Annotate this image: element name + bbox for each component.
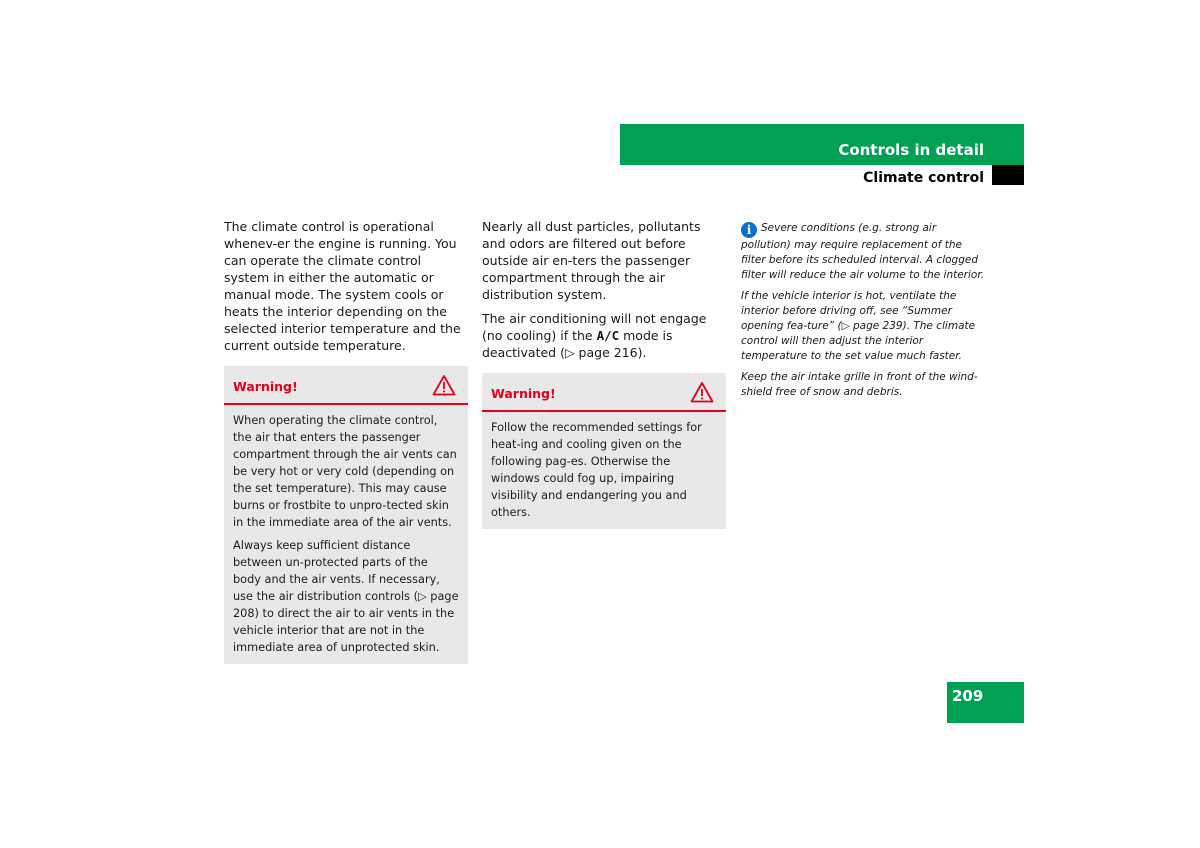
page-number: 209	[952, 687, 984, 705]
info-note: Keep the air intake grille in front of the wind-shield free of snow and debris.	[741, 371, 978, 398]
subsection-header	[620, 165, 1024, 185]
warning-paragraph: Follow the recommended settings for heat-ing and cooling given on the following pag-es. Otherwise the windows could fog up, impairing visibility and endangering you and others.	[491, 421, 702, 519]
warning-paragraph: When operating the climate control, the air that enters the passenger compartment through the air vents can be very hot or very cold (depending on the set temperature). This may cause burns or frostbite to unpro-tected skin in the immediate area of the air vents.	[233, 414, 457, 529]
warning-triangle-icon	[432, 374, 456, 396]
thumb-tab-marker	[992, 165, 1024, 185]
info-icon: i	[741, 222, 757, 238]
ac-text-after: mode is deactivated (▷ page 216).	[482, 328, 673, 360]
warning-label: Warning!	[233, 379, 298, 394]
ac-text-before: The air conditioning will not engage (no cooling) if the	[482, 311, 707, 343]
column-left	[224, 218, 468, 664]
page-number-box	[947, 682, 1024, 723]
warning-box	[224, 366, 468, 664]
ac-key-label: A/C	[596, 328, 620, 343]
info-note-text: Severe conditions (e.g. strong air pollution) may require replacement of the filter before its scheduled interval. A clogged filter will reduce the air volume to the interior.	[741, 222, 985, 281]
section-header-band	[620, 124, 1024, 165]
info-note: If the vehicle interior is hot, ventilate the interior before driving off, see “Summer opening fea-ture” (▷ page 239). The climate control will then adjust the interior temperature to the set value much faster.	[741, 290, 976, 362]
info-note	[741, 221, 985, 283]
subsection-title: Climate control	[863, 170, 984, 186]
warning-body	[482, 412, 726, 529]
warning-triangle-icon	[690, 381, 714, 403]
warning-label: Warning!	[491, 386, 556, 401]
section-title: Controls in detail	[838, 141, 984, 159]
column-middle	[482, 218, 726, 529]
warning-body	[224, 405, 468, 664]
warning-header	[482, 373, 726, 412]
ac-paragraph	[482, 310, 726, 361]
filter-paragraph: Nearly all dust particles, pollutants and odors are filtered out before outside air en-ters the passenger compartment through the air distribution system.	[482, 219, 701, 302]
warning-header	[224, 366, 468, 405]
column-right	[741, 221, 985, 406]
intro-paragraph: The climate control is operational whenev-er the engine is running. You can operate the climate control system in either the automatic or manual mode. The system cools or heats the interior depending on the selected interior temperature and the current outside temperature.	[224, 219, 461, 353]
warning-paragraph: Always keep sufficient distance between un-protected parts of the body and the air vents. If necessary, use the air distribution controls (▷ page 208) to direct the air to air vents in the vehicle interior that are not in the immediate area of unprotected skin.	[233, 539, 459, 654]
warning-box	[482, 373, 726, 529]
